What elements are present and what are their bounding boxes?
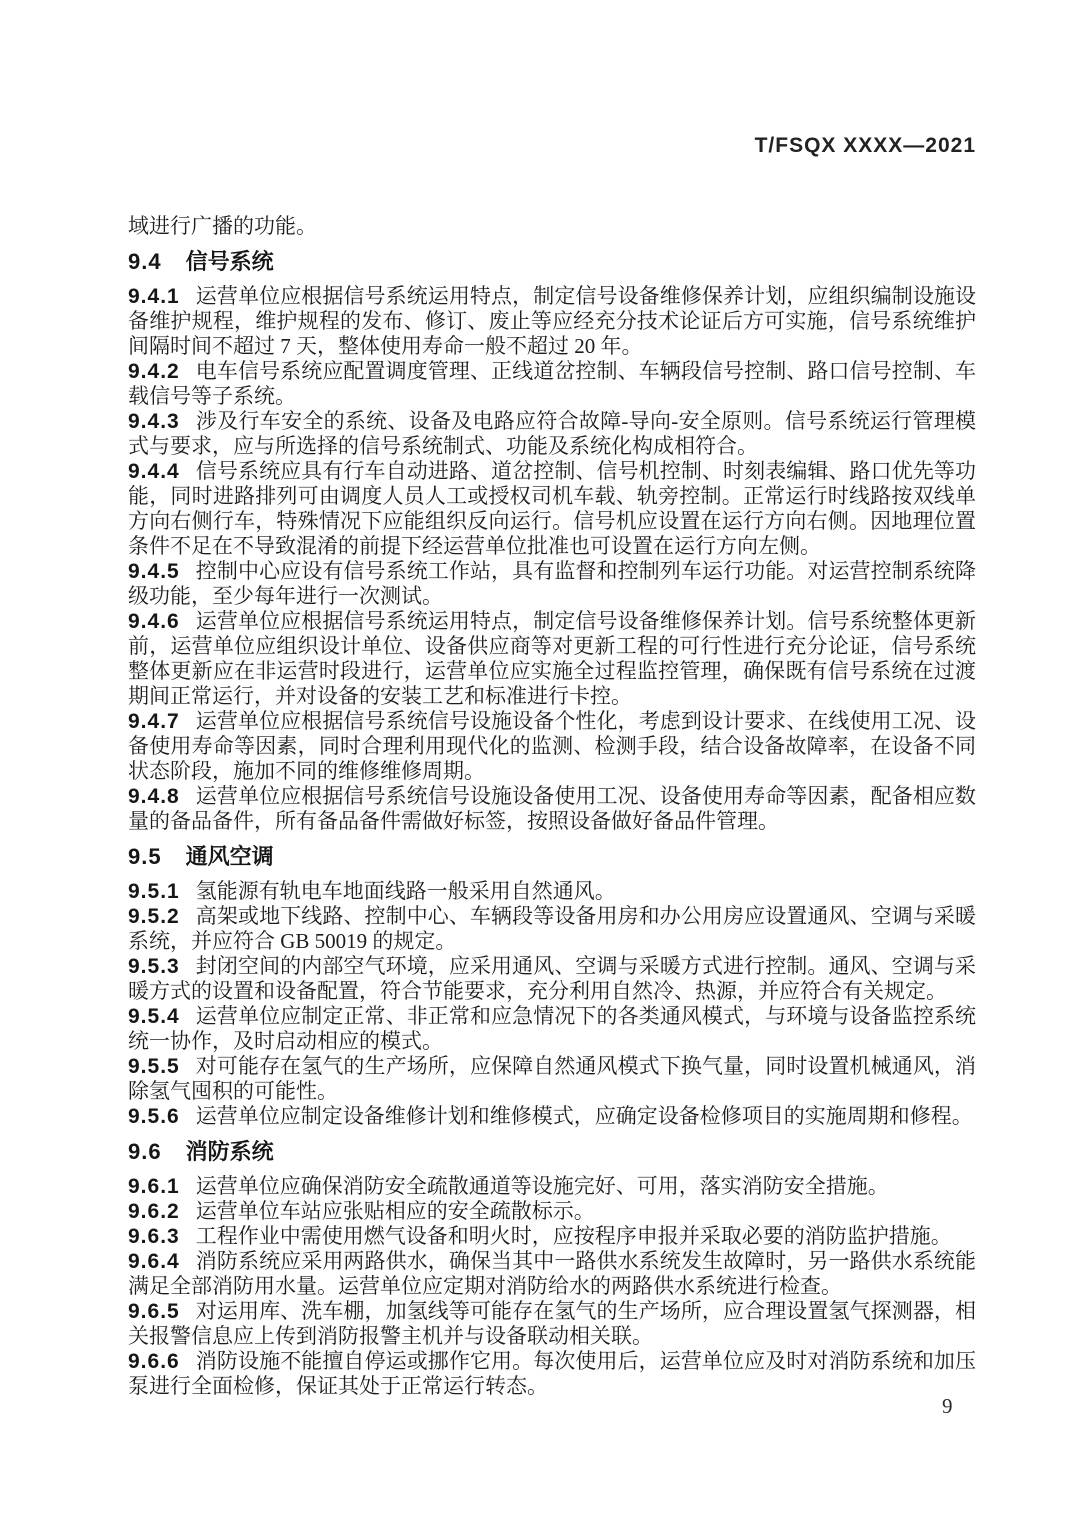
section-title: 消防系统 [185, 1139, 274, 1164]
clause-paragraph [128, 954, 976, 1004]
section-number: 9.5 [128, 844, 162, 869]
sections-container [128, 249, 976, 1399]
clause-number: 9.4.4 [128, 460, 180, 483]
clause-paragraph [128, 1224, 976, 1249]
section-title: 信号系统 [185, 249, 274, 274]
clause-number: 9.5.3 [128, 955, 180, 978]
clause-text: 运营单位应根据信号系统运用特点，制定信号设备维修保养计划。信号系统整体更新前，运营单位应组织设计单位、设备供应商等对更新工程的可行性进行充分论证，信号系统整体更新应在非运营时段进行，运营单位应实施全过程监控管理，确保既有信号系统在过渡期间正常运行，并对设备的安装工艺和标准进行卡控。 [128, 609, 976, 708]
clause-text: 运营单位应制定正常、非正常和应急情况下的各类通风模式，与环境与设备监控系统统一协作，及时启动相应的模式。 [128, 1004, 976, 1053]
clause-paragraph [128, 904, 976, 954]
clause-number: 9.4.7 [128, 710, 180, 733]
clause-paragraph [128, 1174, 976, 1199]
clause-text: 控制中心应设有信号系统工作站，具有监督和控制列车运行功能。对运营控制系统降级功能，至少每年进行一次测试。 [128, 559, 976, 608]
clause-number: 9.6.3 [128, 1225, 180, 1248]
clause-text: 运营单位应根据信号系统信号设施设备使用工况、设备使用寿命等因素，配备相应数量的备品备件，所有备品备件需做好标签，按照设备做好备品件管理。 [128, 784, 976, 833]
clause-number: 9.6.5 [128, 1300, 180, 1323]
clause-text: 封闭空间的内部空气环境，应采用通风、空调与采暖方式进行控制。通风、空调与采暖方式的设置和设备配置，符合节能要求，充分利用自然冷、热源，并应符合有关规定。 [128, 954, 976, 1003]
section-heading [128, 844, 976, 869]
clause-text: 运营单位应确保消防安全疏散通道等设施完好、可用，落实消防安全措施。 [195, 1174, 889, 1198]
clause-number: 9.5.4 [128, 1005, 180, 1028]
section-title: 通风空调 [185, 844, 274, 869]
clause-number: 9.4.3 [128, 410, 180, 433]
clause-paragraph [128, 359, 976, 409]
clause-text: 涉及行车安全的系统、设备及电路应符合故障-导向-安全原则。信号系统运行管理模式与要求，应与所选择的信号系统制式、功能及系统化构成相符合。 [128, 409, 976, 458]
clause-text: 对可能存在氢气的生产场所，应保障自然通风模式下换气量，同时设置机械通风，消除氢气囤积的可能性。 [128, 1054, 976, 1103]
clause-paragraph [128, 459, 976, 559]
clause-text: 消防系统应采用两路供水，确保当其中一路供水系统发生故障时，另一路供水系统能满足全部消防用水量。运营单位应定期对消防给水的两路供水系统进行检查。 [128, 1249, 976, 1298]
clause-text: 消防设施不能擅自停运或挪作它用。每次使用后，运营单位应及时对消防系统和加压泵进行全面检修，保证其处于正常运行转态。 [128, 1349, 976, 1398]
clause-number: 9.4.8 [128, 785, 180, 808]
clause-number: 9.4.6 [128, 610, 180, 633]
clause-number: 9.5.1 [128, 880, 180, 903]
section-heading [128, 249, 976, 274]
section-heading [128, 1139, 976, 1164]
clause-number: 9.6.4 [128, 1250, 180, 1273]
intro-continuation-paragraph: 域进行广播的功能。 [128, 214, 317, 238]
clause-paragraph [128, 1199, 976, 1224]
clause-text: 氢能源有轨电车地面线路一般采用自然通风。 [195, 879, 616, 903]
section-number: 9.6 [128, 1139, 162, 1164]
page-number: 9 [942, 1394, 953, 1418]
clause-number: 9.6.6 [128, 1350, 180, 1373]
clause-text: 运营单位应根据信号系统运用特点，制定信号设备维修保养计划，应组织编制设施设备维护规程，维护规程的发布、修订、废止等应经充分技术论证后方可实施，信号系统维护间隔时间不超过 7 天，整体使用寿命一般不超过 20 年。 [128, 284, 976, 358]
clause-paragraph [128, 1004, 976, 1054]
clause-number: 9.5.2 [128, 905, 180, 928]
clause-paragraph [128, 1299, 976, 1349]
clause-paragraph [128, 559, 976, 609]
clause-paragraph [128, 709, 976, 784]
clause-paragraph [128, 1104, 976, 1129]
document-reference: T/FSQX XXXX—2021 [754, 134, 976, 157]
document-content [128, 214, 976, 1399]
clause-text: 信号系统应具有行车自动进路、道岔控制、信号机控制、时刻表编辑、路口优先等功能，同时进路排列可由调度人员人工或授权司机车载、轨旁控制。正常运行时线路按双线单方向右侧行车，特殊情况下应能组织反向运行。信号机应设置在运行方向右侧。因地理位置条件不足在不导致混淆的前提下经运营单位批准也可设置在运行方向左侧。 [128, 459, 976, 558]
clause-paragraph [128, 1249, 976, 1299]
clause-paragraph [128, 609, 976, 709]
clause-number: 9.5.6 [128, 1105, 180, 1128]
clause-text: 对运用库、洗车棚，加氢线等可能存在氢气的生产场所，应合理设置氢气探测器，相关报警信息应上传到消防报警主机并与设备联动相关联。 [128, 1299, 976, 1348]
clause-number: 9.4.1 [128, 285, 180, 308]
clause-paragraph [128, 879, 976, 904]
section-number: 9.4 [128, 249, 162, 274]
clause-paragraph [128, 784, 976, 834]
clause-number: 9.6.2 [128, 1200, 180, 1223]
clause-paragraph [128, 284, 976, 359]
clause-number: 9.4.5 [128, 560, 180, 583]
clause-text: 运营单位应制定设备维修计划和维修模式，应确定设备检修项目的实施周期和修程。 [195, 1104, 973, 1128]
clause-number: 9.4.2 [128, 360, 180, 383]
clause-text: 工程作业中需使用燃气设备和明火时，应按程序申报并采取必要的消防监护措施。 [195, 1224, 952, 1248]
clause-text: 电车信号系统应配置调度管理、正线道岔控制、车辆段信号控制、路口信号控制、车载信号等子系统。 [128, 359, 976, 408]
clause-paragraph [128, 1349, 976, 1399]
clause-text: 运营单位车站应张贴相应的安全疏散标示。 [195, 1199, 595, 1223]
clause-number: 9.5.5 [128, 1055, 180, 1078]
clause-number: 9.6.1 [128, 1175, 180, 1198]
clause-text: 运营单位应根据信号系统信号设施设备个性化，考虑到设计要求、在线使用工况、设备使用寿命等因素，同时合理利用现代化的监测、检测手段，结合设备故障率，在设备不同状态阶段，施加不同的维修维修周期。 [128, 709, 976, 783]
clause-paragraph [128, 1054, 976, 1104]
clause-text: 高架或地下线路、控制中心、车辆段等设备用房和办公用房应设置通风、空调与采暖系统，并应符合 GB 50019 的规定。 [128, 904, 976, 953]
clause-paragraph [128, 409, 976, 459]
